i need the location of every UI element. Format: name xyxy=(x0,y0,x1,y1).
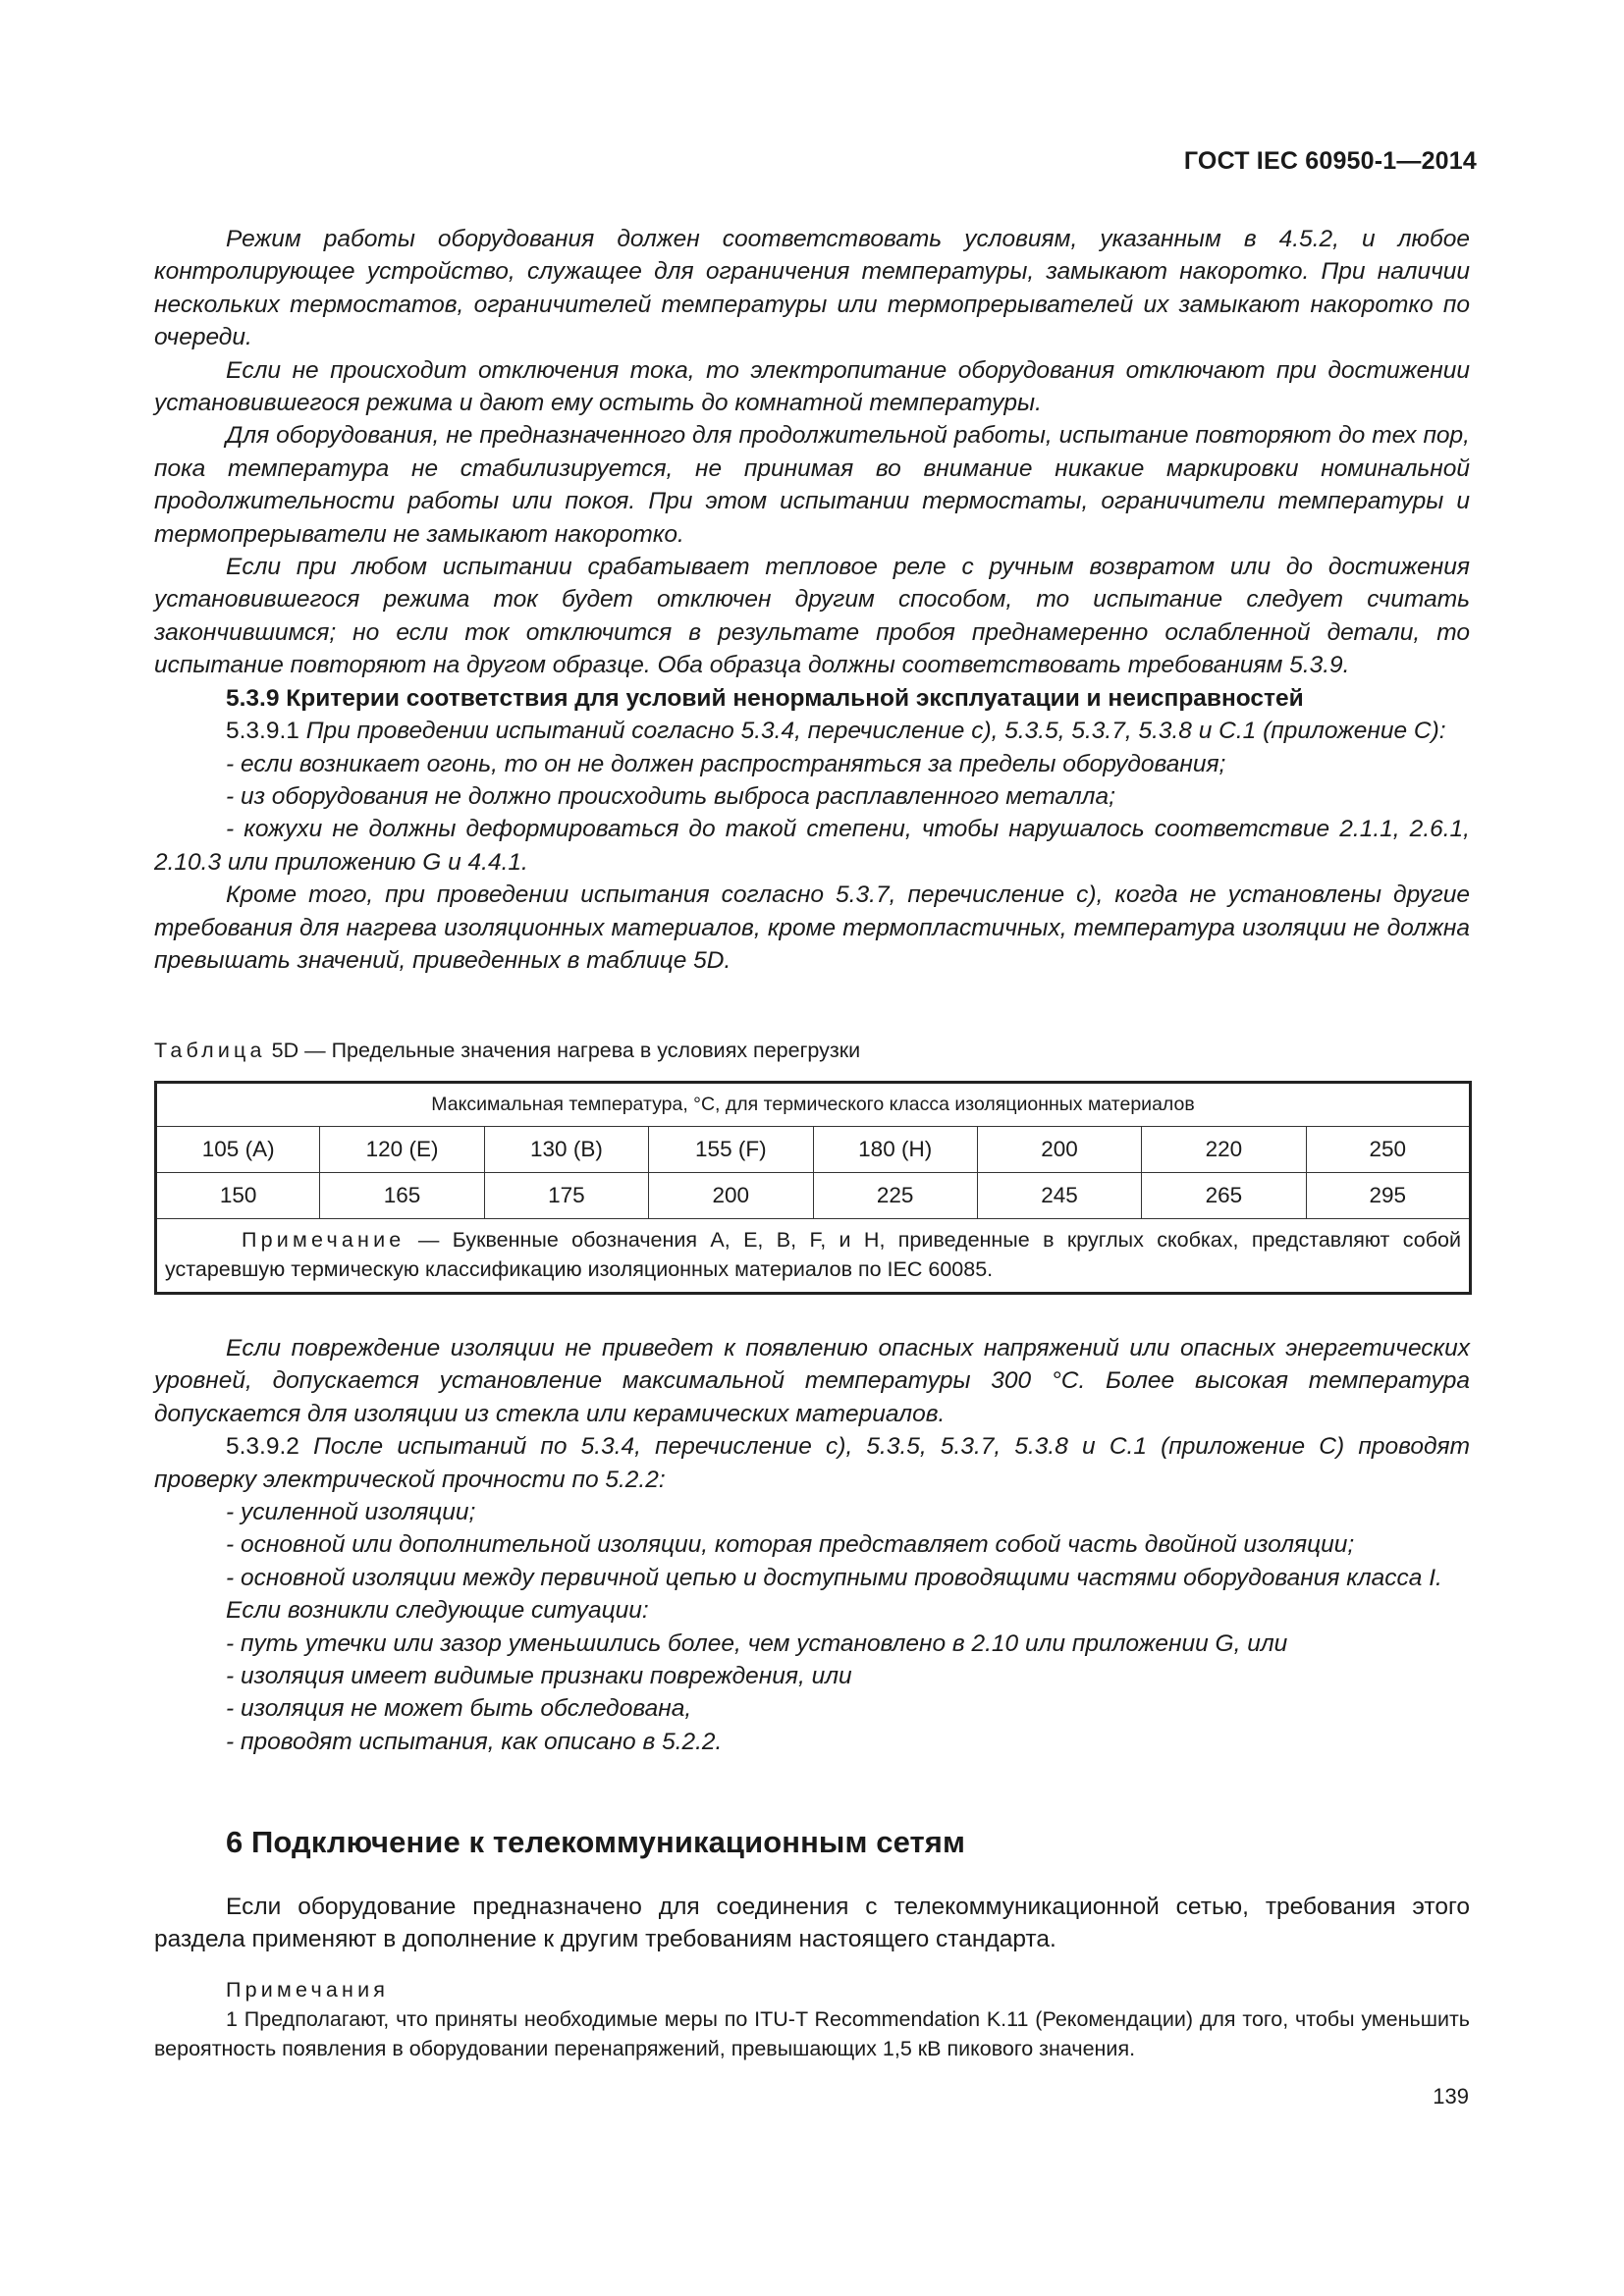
table-cell: 120 (E) xyxy=(320,1127,484,1173)
table-cell: 225 xyxy=(813,1173,977,1219)
list-item: - путь утечки или зазор уменьшились более, чем установлено в 2.10 или приложении G, или xyxy=(226,1629,1288,1657)
table-note-text: — Буквенные обозначения А, Е, В, F, и Н, приведенные в круглых скобках, представляют собой устаревшую термическую классификацию изоляционных материалов по IEC 60085. xyxy=(165,1228,1461,1281)
table-note-cell xyxy=(156,1219,1471,1294)
paragraph-5391 xyxy=(154,715,1470,747)
section-539-title: 5.3.9 Критерии соответствия для условий ненормальной эксплуатации и неисправностей xyxy=(226,684,1304,712)
table-cell: 150 xyxy=(156,1173,320,1219)
section-6-title: 6 Подключение к телекоммуникационным сетям xyxy=(226,1825,966,1859)
table-caption xyxy=(154,1037,860,1064)
table-cell: 175 xyxy=(484,1173,648,1219)
paragraph: Если возникли следующие ситуации: xyxy=(226,1597,649,1625)
table-cell: 250 xyxy=(1306,1127,1470,1173)
page-number: 139 xyxy=(1433,2084,1469,2109)
list-item: - основной изоляции между первичной цепью и доступными проводящими частями оборудования класса I. xyxy=(226,1564,1442,1591)
table-cell: 165 xyxy=(320,1173,484,1219)
list-item: - кожухи не должны деформироваться до такой степени, чтобы нарушалось соответствие 2.1.1, 2.6.1, 2.10.3 или приложению G и 4.4.1. xyxy=(154,816,1470,876)
clause-text: После испытаний по 5.3.4, перечисление с), 5.3.5, 5.3.7, 5.3.8 и С.1 (приложение С) проводят проверку электрической прочности по 5.2.2: xyxy=(154,1433,1470,1493)
table-cell: 130 (B) xyxy=(484,1127,648,1173)
list-item: - из оборудования не должно происходить выброса расплавленного металла; xyxy=(226,782,1115,810)
paragraph: Кроме того, при проведении испытания согласно 5.3.7, перечисление с), когда не установлены другие требования для нагрева изоляционных материалов, кроме термопластичных, температура изоляции не должна превышать значений, приведенных в таблице 5D. xyxy=(154,881,1470,974)
table-cell: 295 xyxy=(1306,1173,1470,1219)
document-id-header: ГОСТ IEC 60950-1—2014 xyxy=(1183,147,1477,175)
paragraph-5392 xyxy=(154,1430,1470,1496)
paragraph: Если не происходит отключения тока, то электропитание оборудования отключают при достижении установившегося режима и дают ему остыть до комнатной температуры. xyxy=(154,356,1470,417)
paragraph: Режим работы оборудования должен соответствовать условиям, указанным в 4.5.2, и любое контролирующее устройство, служащее для ограничения температуры, замыкают накоротко. При наличии нескольких термостатов, ограничителей температуры или термопрерывателей их замыкают накоротко по очереди. xyxy=(154,226,1470,351)
section-6-body xyxy=(154,1891,1470,1956)
clause-number: 5.3.9.2 xyxy=(226,1433,299,1461)
clause-number: 5.3.9.1 xyxy=(226,718,299,745)
body-text-after-table xyxy=(154,1332,1470,1758)
table-cell: 200 xyxy=(977,1127,1141,1173)
table-caption-text: 5D — Предельные значения нагрева в условиях перегрузки xyxy=(265,1039,861,1062)
paragraph: Если при любом испытании срабатывает тепловое реле с ручным возвратом или до достижения установившегося режима ток будет отключен другим способом, то испытание следует считать закончившимся; но если ток отключится в результате пробоя преднамеренно ослабленной детали, то испытание повторяют на другом образце. Оба образца должны соответствовать требованиям 5.3.9. xyxy=(154,554,1470,679)
paragraph: Для оборудования, не предназначенного для продолжительной работы, испытание повторяют до тех пор, пока температура не стабилизируется, не принимая во внимание никакие маркировки номинальной продолжительности работы или покоя. При этом испытании термостаты, ограничители температуры и термопрерыватели не замыкают накоротко. xyxy=(154,422,1470,548)
list-item: - изоляция имеет видимые признаки повреждения, или xyxy=(226,1663,852,1690)
table-caption-label: Таблица xyxy=(154,1039,266,1062)
list-item: - проводят испытания, как описано в 5.2.2. xyxy=(226,1728,723,1755)
clause-text: При проведении испытаний согласно 5.3.4, перечисление с), 5.3.5, 5.3.7, 5.3.8 и С.1 (приложение С): xyxy=(305,718,1446,745)
table-cell: 200 xyxy=(649,1173,813,1219)
table-cell: 180 (H) xyxy=(813,1127,977,1173)
table-row-classes xyxy=(156,1127,1471,1173)
table-cell: 155 (F) xyxy=(649,1127,813,1173)
table-cell: 220 xyxy=(1142,1127,1306,1173)
note-item: 1 Предполагают, что приняты необходимые меры по ITU-T Recommendation K.11 (Рекомендации) для того, чтобы уменьшить вероятность появления в оборудовании перенапряжений, превышающих 1,5 кВ пикового значения. xyxy=(154,2007,1470,2060)
paragraph: Если повреждение изоляции не приведет к появлению опасных напряжений или опасных энергетических уровней, допускается установление максимальной температуры 300 °С. Более высокая температура допускается для изоляции из стекла или керамических материалов. xyxy=(154,1335,1470,1427)
table-row-values xyxy=(156,1173,1471,1219)
table-note-row xyxy=(156,1219,1471,1294)
table-cell: 105 (A) xyxy=(156,1127,320,1173)
table-cell: 245 xyxy=(977,1173,1141,1219)
notes-label: Примечания xyxy=(226,1978,390,2002)
list-item: - если возникает огонь, то он не должен распространяться за пределы оборудования; xyxy=(226,750,1226,777)
table-cell: 265 xyxy=(1142,1173,1306,1219)
table-note-label: Примечание xyxy=(242,1228,406,1252)
list-item: - усиленной изоляции; xyxy=(226,1499,476,1526)
paragraph: Если оборудование предназначено для соединения с телекоммуникационной сетью, требования этого раздела применяют в дополнение к другим требованиям настоящего стандарта. xyxy=(154,1894,1470,1953)
list-item: - основной или дополнительной изоляции, которая представляет собой часть двойной изоляции; xyxy=(226,1531,1355,1559)
temperature-limits-table xyxy=(154,1081,1472,1295)
body-text-top xyxy=(154,223,1470,977)
table-header-row xyxy=(156,1083,1471,1127)
notes-block xyxy=(154,1975,1470,2063)
table-header-cell: Максимальная температура, °С, для термического класса изоляционных материалов xyxy=(156,1083,1471,1127)
list-item: - изоляция не может быть обследована, xyxy=(226,1695,692,1723)
